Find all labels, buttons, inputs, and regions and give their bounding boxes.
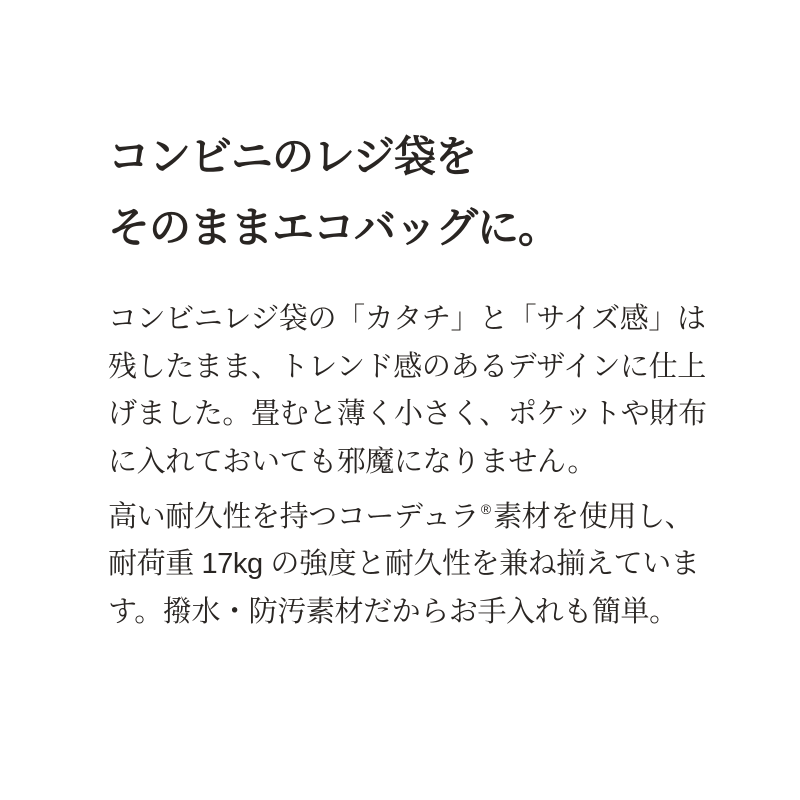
description-line-6: 耐荷重 17kg の強度と耐久性を兼ね揃えていま (108, 548, 700, 581)
headline-line-1: コンビニのレジ袋を (108, 133, 476, 180)
description-line-5 (108, 486, 800, 541)
description-line-4: に入れておいても邪魔になりません。 (108, 445, 596, 478)
description-line-5-text-after: 素材を使用し、 (493, 500, 694, 533)
description-line-5-text-before: 高い耐久性を持つコーデュラ (108, 500, 479, 533)
registered-trademark-symbol: ® (480, 501, 492, 517)
headline-line-2: そのままエコバッグに。 (108, 204, 560, 251)
description-line-7: す。撥水・防汚素材だからお手入れも簡単。 (108, 595, 678, 628)
description-line-2: 残したまま、トレンド感のあるデザインに仕上 (108, 350, 706, 383)
description-line-1: コンビニレジ袋の「カタチ」と「サイズ感」は (108, 303, 706, 335)
description (108, 296, 800, 636)
headline (108, 121, 800, 263)
description-line-3: げました。畳むと薄く小さく、ポケットや財布 (108, 398, 707, 430)
